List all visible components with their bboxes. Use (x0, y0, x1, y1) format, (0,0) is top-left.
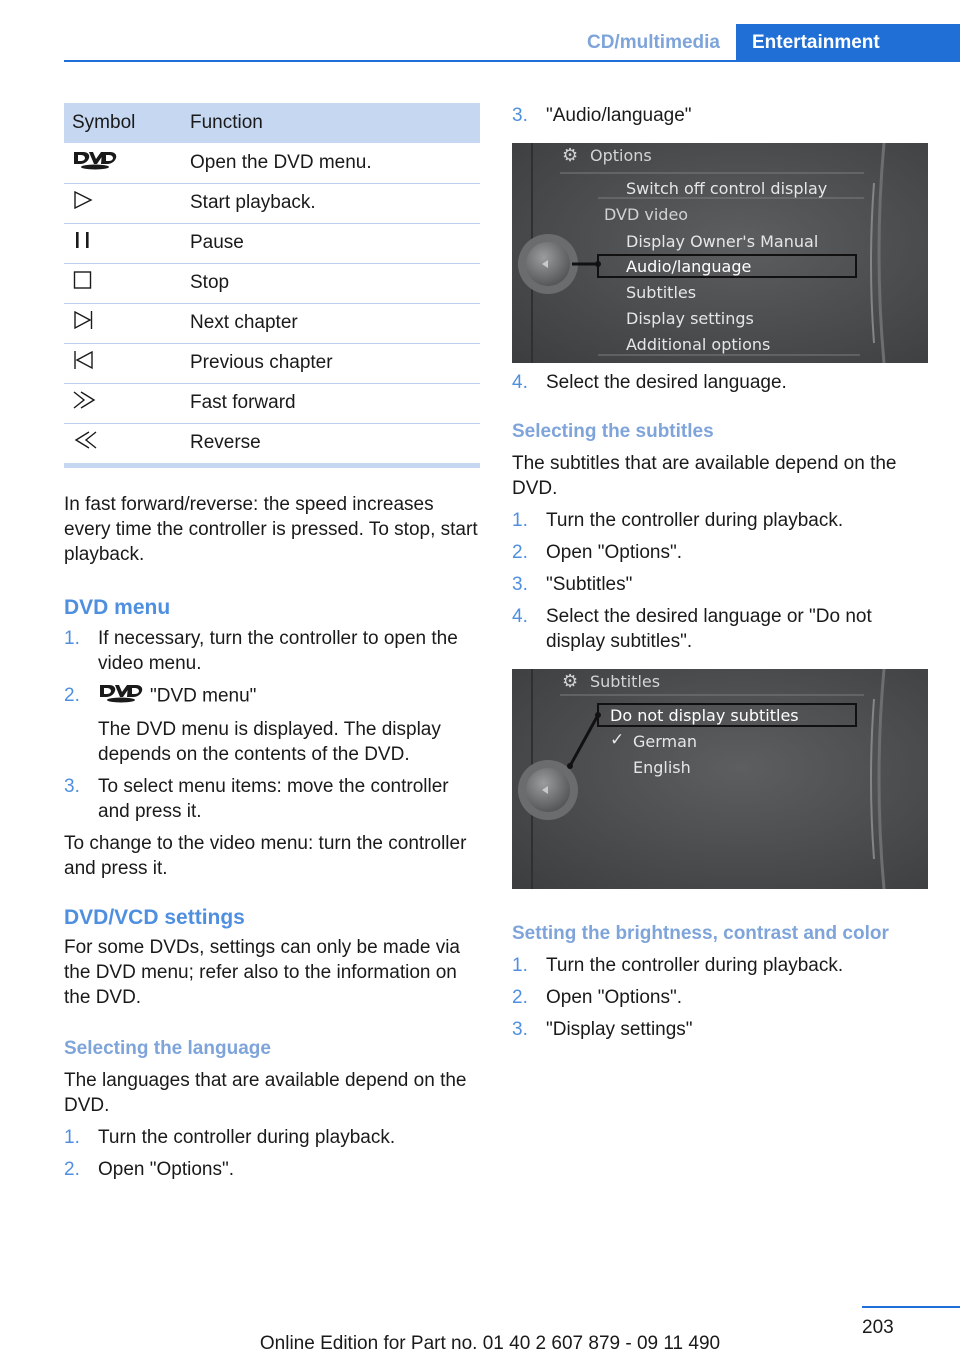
function-cell: Start playback. (190, 183, 480, 223)
menu-item-subtitles[interactable]: Subtitles (626, 283, 697, 302)
menu-item-owners-manual[interactable]: Display Owner's Manual (626, 232, 819, 251)
function-cell: Pause (190, 223, 480, 263)
list-item: 1. Turn the controller during playback. (64, 1127, 396, 1148)
check-icon: ✓ (610, 730, 625, 750)
function-cell: Reverse (190, 432, 261, 454)
right-column (512, 103, 928, 1042)
page-number: 203 (862, 1317, 894, 1338)
table-row (64, 223, 480, 263)
subtitles-title: Subtitles (590, 672, 661, 691)
table-row (64, 183, 480, 223)
list-item: 1. If necessary, turn the controller to open the video menu. (64, 628, 458, 674)
previous-chapter-icon (72, 350, 96, 376)
menu-item-additional-options[interactable]: Additional options (626, 335, 771, 354)
settings-text: For some DVDs, settings can only be made via the DVD menu; refer also to the information on the DVD. (64, 937, 461, 1008)
dvd-menu-steps (64, 626, 480, 824)
symbol-table (64, 103, 480, 463)
function-cell: Fast forward (190, 383, 480, 423)
fast-forward-icon (72, 390, 98, 416)
edition-line: Online Edition for Part no. 01 40 2 607 879 - 09 11 490 (259, 1333, 721, 1354)
table-bottom-rule (64, 463, 480, 468)
list-item: 2. Open "Options". (64, 1159, 235, 1180)
table-row (64, 143, 480, 183)
stop-icon (72, 270, 94, 296)
list-item: 3. "Display settings" (512, 1019, 693, 1040)
menu-item-switch-off[interactable]: Switch off control display (626, 179, 828, 198)
audio-step (512, 103, 928, 128)
function-cell: Previous chapter (190, 343, 480, 383)
list-item: 2. "DVD menu" The DVD menu is displayed. The display depends on the contents of the DVD. (64, 683, 480, 767)
table-row (64, 343, 480, 383)
function-cell: Next chapter (190, 303, 480, 343)
list-item: 1. Turn the controller during playback. (512, 955, 844, 976)
brightness-heading: Setting the brightness, contrast and color (512, 923, 889, 944)
list-item: 4. Select the desired language or "Do not display subtitles". (512, 606, 872, 652)
subtitles-screen (512, 669, 928, 889)
language-text: The languages that are available depend on the DVD. (64, 1070, 467, 1116)
language-steps (64, 1125, 480, 1182)
reverse-icon (72, 430, 98, 456)
list-item: 3. "Subtitles" (512, 574, 633, 595)
header-rule (64, 60, 960, 62)
menu-item-english[interactable]: English (633, 758, 691, 777)
function-cell: Open the DVD menu. (190, 143, 480, 183)
table-row (64, 303, 480, 343)
left-column (64, 103, 480, 1182)
language-select-step (512, 370, 928, 395)
table-header-symbol: Symbol (64, 103, 190, 143)
subtitles-steps (512, 508, 928, 654)
list-item: 2. Open "Options". (512, 987, 683, 1008)
function-cell: Stop (190, 263, 480, 303)
next-chapter-icon (72, 310, 96, 336)
options-screen (512, 143, 928, 363)
language-heading: Selecting the language (64, 1038, 271, 1059)
list-item: 4. Select the desired language. (512, 372, 787, 393)
subtitles-heading: Selecting the subtitles (512, 421, 714, 442)
fast-forward-note: In fast forward/reverse: the speed increases every time the controller is pressed. To stop, start playback. (64, 494, 478, 565)
menu-item-german[interactable]: German (633, 732, 698, 751)
gear-icon: ⚙ (562, 145, 579, 166)
dvd-logo-icon (72, 150, 118, 176)
menu-item-display-settings[interactable]: Display settings (626, 309, 754, 328)
table-row (64, 423, 480, 463)
pause-icon (72, 230, 94, 256)
list-item: 3. "Audio/language" (512, 105, 692, 126)
dvd-logo-icon (98, 683, 144, 710)
list-item: 2. Open "Options". (512, 542, 683, 563)
options-title: Options (590, 146, 652, 165)
menu-group-dvd-video: DVD video (604, 205, 689, 224)
subtitles-text: The subtitles that are available depend on the DVD. (512, 453, 897, 499)
brightness-steps (512, 953, 928, 1042)
menu-item-audio-language[interactable]: Audio/language (626, 257, 752, 276)
table-row (64, 263, 480, 303)
table-row (64, 383, 480, 423)
list-item: 3. To select menu items: move the controller and press it. (64, 776, 449, 822)
video-menu-note: To change to the video menu: turn the controller and press it. (64, 833, 467, 879)
header-tab-entertainment: Entertainment (736, 24, 960, 62)
footer-rule (862, 1306, 960, 1308)
gear-icon: ⚙ (562, 671, 579, 692)
play-icon (72, 190, 94, 216)
table-header-row (64, 103, 480, 143)
dvd-menu-heading: DVD menu (64, 596, 171, 619)
menu-item-no-subtitles[interactable]: Do not display subtitles (610, 706, 799, 725)
header-section: CD/multimedia (586, 32, 720, 53)
list-item: 1. Turn the controller during playback. (512, 510, 844, 531)
settings-heading: DVD/VCD settings (64, 906, 245, 929)
table-header-function: Function (190, 103, 480, 143)
step-detail: The DVD menu is displayed. The display depends on the contents of the DVD. (98, 719, 441, 765)
